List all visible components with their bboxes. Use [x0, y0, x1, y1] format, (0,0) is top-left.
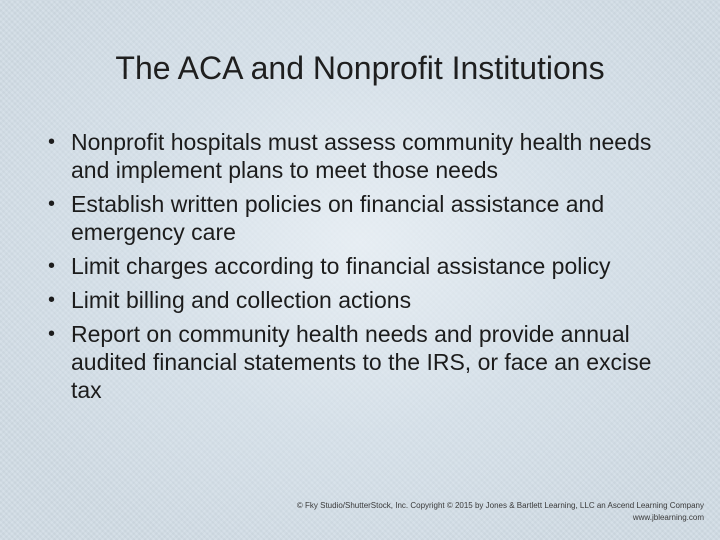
bullet-text: Report on community health needs and provide annual audited financial statements to the IRS, or face an excise tax: [71, 321, 652, 403]
copyright-text: © Fky Studio/ShutterStock, Inc. Copyright © 2015 by Jones & Bartlett Learning, LLC an Ascend Learning Company: [296, 501, 704, 510]
bullet-marker: •: [48, 255, 56, 277]
bullet-marker: •: [48, 131, 56, 153]
bullet-list: [48, 128, 688, 410]
bullet-text: Limit billing and collection actions: [71, 287, 412, 313]
bullet-item: [48, 128, 688, 184]
bullet-text: Limit charges according to financial assistance policy: [71, 253, 611, 279]
bullet-text: Establish written policies on financial assistance and emergency care: [71, 191, 605, 245]
slide-title: The ACA and Nonprofit Institutions: [115, 50, 605, 86]
bullet-marker: •: [48, 193, 56, 215]
bullet-item: [48, 252, 688, 280]
publisher-website: www.jblearning.com: [632, 513, 704, 522]
bullet-text: Nonprofit hospitals must assess community health needs and implement plans to meet those needs: [71, 129, 652, 183]
bullet-marker: •: [48, 289, 56, 311]
bullet-item: [48, 190, 688, 246]
bullet-item: [48, 286, 688, 314]
bullet-item: [48, 320, 688, 404]
bullet-marker: •: [48, 323, 56, 345]
copyright-footer: [297, 500, 704, 524]
